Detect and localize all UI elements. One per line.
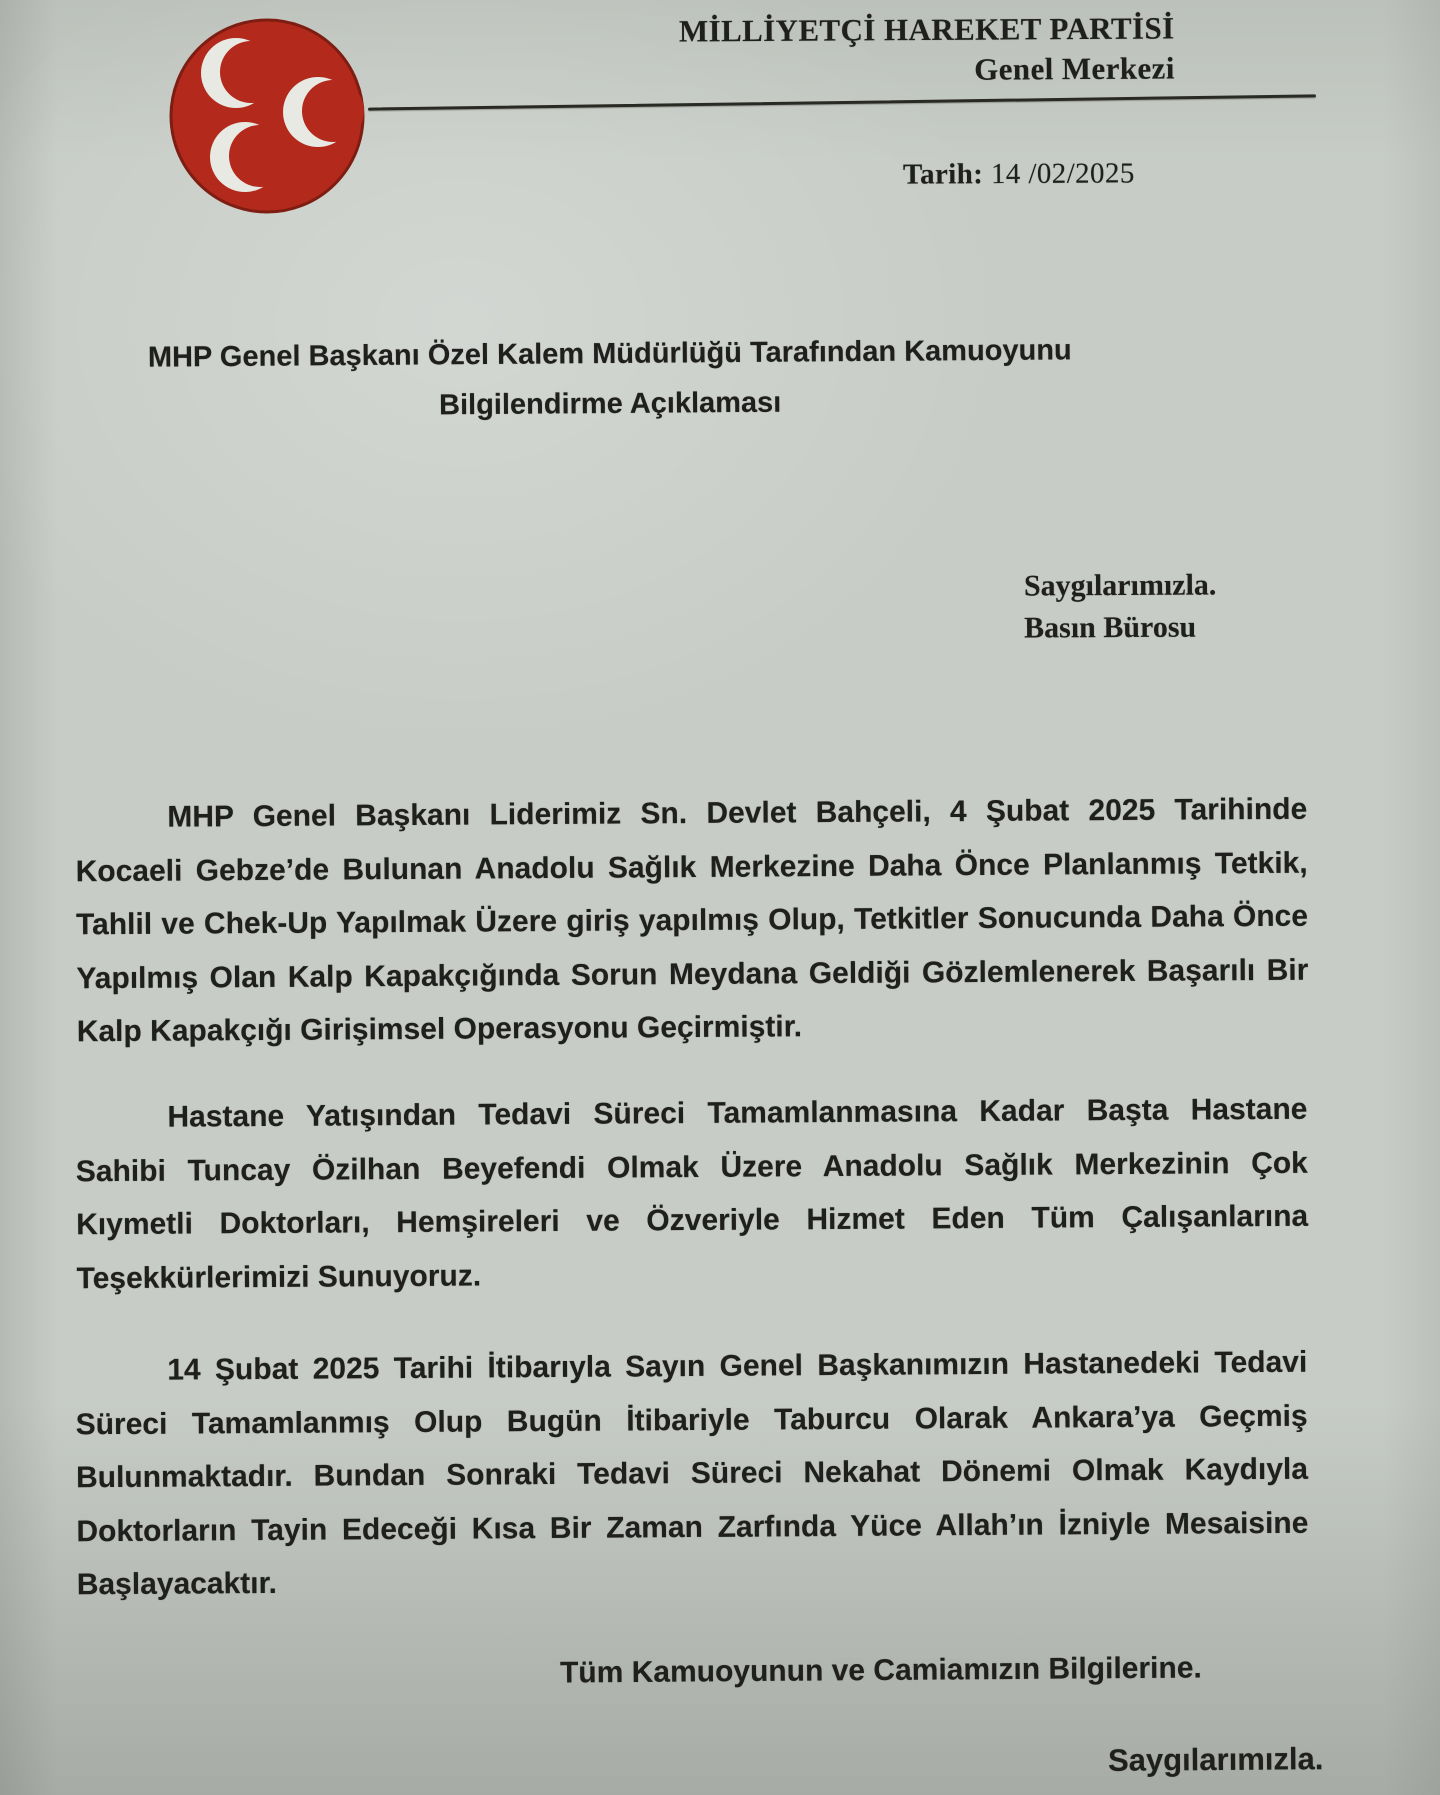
announcement-title-line1: MHP Genel Başkanı Özel Kalem Müdürlüğü Tarafından Kamuoyunu	[147, 334, 1072, 374]
body-paragraph-3: 14 Şubat 2025 Tarihi İtibarıyla Sayın Genel Başkanımızın Hastanedeki Tedavi Süreci Tamamlanmış Olup Bugün İtibariyle Taburcu Olarak Ankara’ya Geçmiş Bulunmaktadır. Bundan Sonraki Tedavi Süreci Nekahat Dönemi Olmak Kaydıyla Doktorların Tayin Edeceği Kısa Bir Zaman Zarfında Yüce Allah’ın İzniyle Mesaisine Başlayacaktır.	[75, 1345, 1309, 1602]
crescent-top-carve	[220, 41, 282, 103]
closing-line: Tüm Kamuoyunun ve Camiamızın Bilgilerine.	[559, 1651, 1202, 1690]
crescent-right-carve	[302, 80, 364, 142]
crescent-bottom-carve	[229, 125, 291, 187]
date-label: Tarih:	[902, 158, 984, 191]
body-paragraph-2: Hastane Yatışından Tedavi Süreci Tamamlanmasına Kadar Başta Hastane Sahibi Tuncay Özilhan Beyefendi Olmak Üzere Anadolu Sağlık Merkezinin Çok Kıymetli Doktorları, Hemşireleri ve Özveriyle Hizmet Eden Tüm Çalışanlarına Teşekkürlerimizi Sunuyoruz.	[75, 1092, 1309, 1295]
letterhead-rule	[368, 94, 1316, 110]
mhp-three-crescents-logo	[168, 17, 366, 215]
date-line	[903, 157, 1135, 191]
party-name: MİLLİYETÇİ HAREKET PARTİSİ	[679, 10, 1175, 49]
announcement-title-line2: Bilgilendirme Açıklaması	[438, 386, 782, 422]
date-value: 14 /02/2025	[990, 157, 1135, 191]
signoff-top	[1024, 564, 1217, 649]
signoff-top-press-office: Basın Bürosu	[1024, 610, 1197, 645]
body-paragraph-1: MHP Genel Başkanı Liderimiz Sn. Devlet Bahçeli, 4 Şubat 2025 Tarihinde Kocaeli Gebze’de Bulunan Anadolu Sağlık Merkezine Daha Önce Planlanmış Tetkik, Tahlil ve Chek-Up Yapılmak Üzere giriş yapılmış Olup, Tetkitler Sonucunda Daha Önce Yapılmış Olan Kalp Kapakçığında Sorun Meydana Geldiği Gözlemlenerek Başarılı Bir Kalp Kapakçığı Girişimsel Operasyonu Geçirmiştir.	[75, 792, 1309, 1049]
signoff-top-regards: Saygılarımızla.	[1023, 568, 1217, 603]
office-name: Genel Merkezi	[974, 50, 1176, 87]
letterhead	[679, 8, 1175, 91]
announcement-title	[135, 325, 1086, 432]
signoff-bottom: Saygılarımızla.	[1107, 1741, 1324, 1778]
